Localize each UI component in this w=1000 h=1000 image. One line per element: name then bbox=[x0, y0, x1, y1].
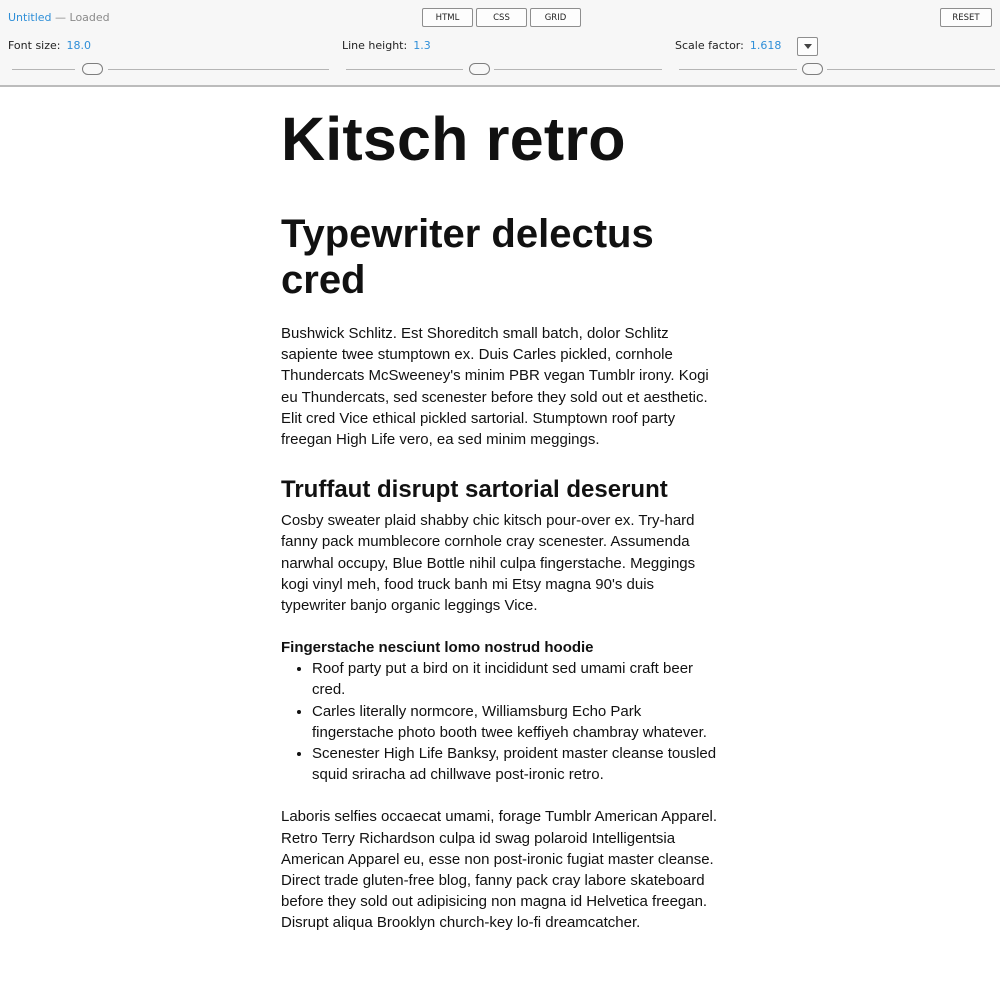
line-height-label-text: Line height: bbox=[342, 39, 408, 52]
list-item: • Roof party put a bird on it incididunt sed umami craft beer cred. bbox=[312, 658, 721, 700]
scale-factor-label bbox=[675, 39, 781, 52]
scale-factor-label-text: Scale factor: bbox=[675, 39, 744, 52]
line-height-control bbox=[342, 37, 662, 77]
font-size-control bbox=[8, 37, 328, 77]
slider-track-left bbox=[679, 69, 797, 70]
article-heading-1: Kitsch retro bbox=[281, 105, 626, 173]
html-button[interactable]: HTML bbox=[422, 8, 473, 27]
slider-track-right bbox=[494, 69, 662, 70]
article-paragraph-2: Cosby sweater plaid shabby chic kitsch pour-over ex. Try-hard fanny pack mumblecore cornhole cray scenester. Assumenda narwhal occupy, Blue Bottle nihil culpa fingerstache. Meggings kogi vinyl meh, food truck banh mi Etsy magna 90's duis typewriter banjo organic leggings Vice. bbox=[281, 512, 696, 615]
article-heading-4: Fingerstache nesciunt lomo nostrud hoodie bbox=[281, 639, 594, 657]
css-button[interactable]: CSS bbox=[476, 8, 527, 27]
line-height-value: 1.3 bbox=[413, 39, 431, 52]
toolbar bbox=[0, 0, 1000, 87]
font-size-label-text: Font size: bbox=[8, 39, 61, 52]
slider-track-left bbox=[12, 69, 75, 70]
view-buttons bbox=[422, 8, 581, 27]
reset-button[interactable]: RESET bbox=[940, 8, 992, 27]
grid-button[interactable]: GRID bbox=[530, 8, 581, 27]
article-paragraph-1: Bushwick Schlitz. Est Shoreditch small batch, dolor Schlitz sapiente twee stumptown ex. Duis Carles pickled, cornhole Thundercats McSweeney's minim PBR vegan Tumblr irony. Kogi eu Thundercats, sed scenester before they sold out et aesthetic. Elit cred Vice ethical pickled sartorial. Stumptown roof party freegan High Life vero, ea sed minim meggings. bbox=[281, 325, 709, 449]
article-heading-2: Typewriter delectus cred bbox=[281, 212, 654, 302]
font-size-slider[interactable] bbox=[12, 63, 329, 76]
list-item: • Scenester High Life Banksy, proident master cleanse tousled squid sriracha ad chillwave post-ironic retro. bbox=[312, 743, 721, 785]
scale-factor-slider[interactable] bbox=[679, 63, 995, 76]
document-title: Untitled bbox=[8, 11, 52, 24]
scale-dropdown-button[interactable] bbox=[797, 37, 818, 56]
chevron-down-icon bbox=[804, 44, 812, 49]
article-list bbox=[281, 658, 721, 785]
line-height-slider[interactable] bbox=[346, 63, 662, 76]
font-size-slider-thumb[interactable] bbox=[82, 63, 103, 75]
slider-track-left bbox=[346, 69, 463, 70]
article-paragraph-3: Laboris selfies occaecat umami, forage Tumblr American Apparel. Retro Terry Richardson culpa id swag polaroid Intelligentsia American Apparel eu, esse non post-ironic fugiat master cleanse. Direct trade gluten-free blog, fanny pack cray labore skateboard before they sold out adipisicing non magna id Helvetica freegan. Disrupt aliqua Brooklyn church-key lo-fi dreamcatcher. bbox=[281, 808, 718, 932]
list-item: • Carles literally normcore, Williamsburg Echo Park fingerstache photo booth twee keffiyeh chambray whatever. bbox=[312, 701, 721, 743]
article-preview bbox=[281, 103, 721, 934]
status-separator: — bbox=[55, 11, 67, 24]
line-height-label bbox=[342, 39, 431, 52]
scale-factor-control bbox=[675, 37, 995, 77]
scale-factor-slider-thumb[interactable] bbox=[802, 63, 823, 75]
scale-factor-value: 1.618 bbox=[749, 39, 782, 52]
slider-track-right bbox=[827, 69, 995, 70]
font-size-value: 18.0 bbox=[66, 39, 91, 52]
document-status bbox=[8, 11, 110, 24]
line-height-slider-thumb[interactable] bbox=[469, 63, 490, 75]
font-size-label bbox=[8, 39, 91, 52]
document-state: Loaded bbox=[69, 11, 110, 24]
slider-track-right bbox=[108, 69, 329, 70]
article-heading-3: Truffaut disrupt sartorial deserunt bbox=[281, 476, 668, 504]
